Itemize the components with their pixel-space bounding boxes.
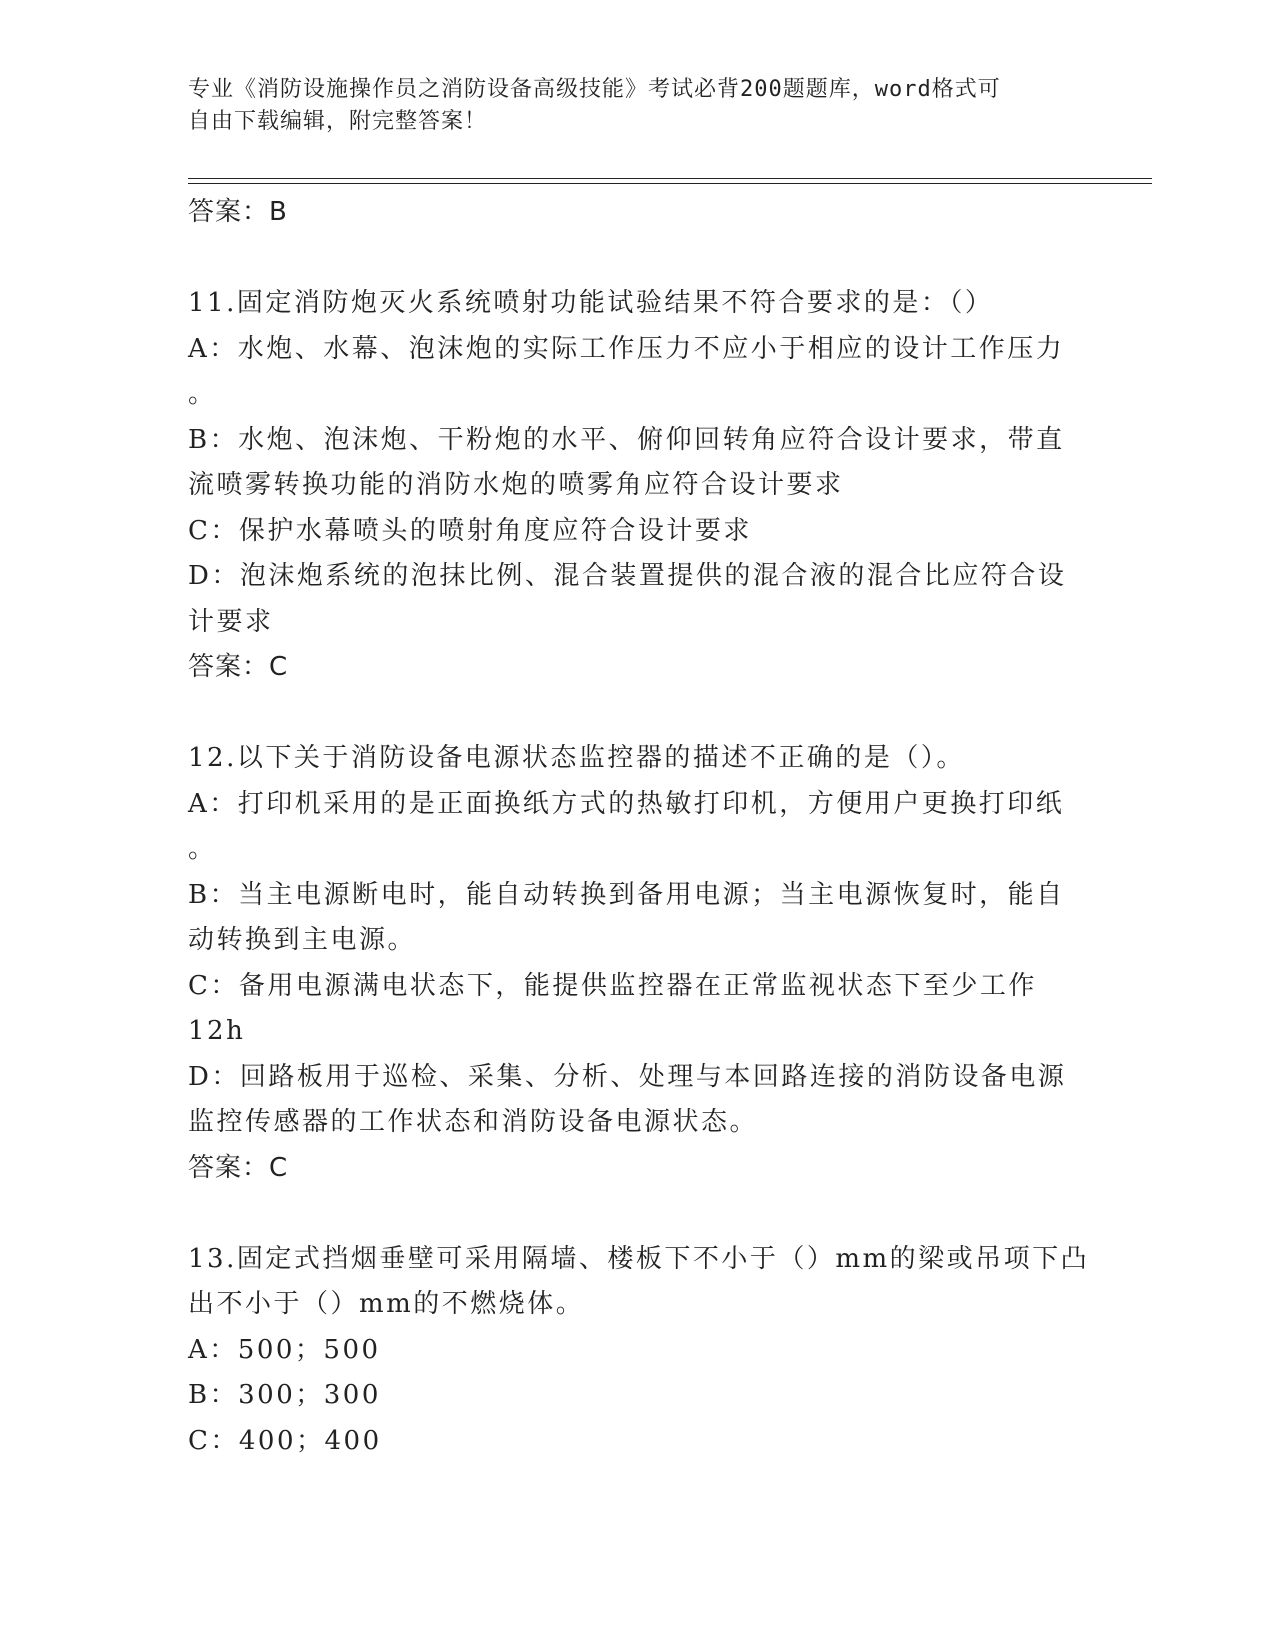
option-d-continued: 计要求 <box>188 606 274 637</box>
answer: 答案：C <box>188 1152 289 1183</box>
question-12 <box>188 736 1088 1191</box>
option-a: A：500；500 <box>188 1334 381 1365</box>
header-line-1: 专业《消防设施操作员之消防设备高级技能》考试必背200题题库，word格式可 <box>188 77 1001 102</box>
option-a: A：水炮、水幕、泡沫炮的实际工作压力不应小于相应的设计工作压力 <box>188 333 1065 364</box>
option-a-continued: 。 <box>188 834 217 864</box>
question-text: 13.固定式挡烟垂壁可采用隔墙、楼板下不小于（）mm的梁或吊项下凸 <box>188 1243 1090 1274</box>
question-text-continued: 出不小于（）mm的不燃烧体。 <box>188 1289 585 1319</box>
option-c-continued: 12h <box>188 1016 246 1046</box>
option-d: D：回路板用于巡检、采集、分析、处理与本回路连接的消防设备电源 <box>188 1061 1067 1092</box>
option-d-continued: 监控传感器的工作状态和消防设备电源状态。 <box>188 1107 759 1137</box>
header-rule-top <box>188 178 1152 179</box>
spacer <box>188 1191 1088 1237</box>
question-text: 11.固定消防炮灭火系统喷射功能试验结果不符合要求的是：（） <box>188 288 994 318</box>
option-c: C：备用电源满电状态下，能提供监控器在正常监视状态下至少工作 <box>188 970 1037 1001</box>
option-b: B：300；300 <box>188 1380 381 1410</box>
answer: 答案：C <box>188 652 289 682</box>
question-13 <box>188 1237 1088 1465</box>
header-line-2: 自由下载编辑，附完整答案！ <box>188 109 488 134</box>
document-body <box>188 190 1088 1464</box>
option-b-continued: 流喷雾转换功能的消防水炮的喷雾角应符合设计要求 <box>188 470 844 500</box>
question-11 <box>188 281 1088 691</box>
spacer <box>188 691 1088 737</box>
option-c: C：400；400 <box>188 1425 382 1456</box>
question-text: 12.以下关于消防设备电源状态监控器的描述不正确的是（）。 <box>188 743 965 773</box>
option-a: A：打印机采用的是正面换纸方式的热敏打印机，方便用户更换打印纸 <box>188 788 1065 819</box>
option-d: D：泡沫炮系统的泡抹比例、混合装置提供的混合液的混合比应符合设 <box>188 561 1067 591</box>
previous-answer: 答案：B <box>188 197 288 227</box>
option-b: B：当主电源断电时，能自动转换到备用电源；当主电源恢复时，能自 <box>188 879 1065 910</box>
header-rule-bottom <box>188 183 1152 184</box>
spacer <box>188 236 1088 282</box>
option-b: B：水炮、泡沫炮、干粉炮的水平、俯仰回转角应符合设计要求，带直 <box>188 424 1065 455</box>
option-b-continued: 动转换到主电源。 <box>188 925 417 955</box>
option-a-continued: 。 <box>188 379 217 409</box>
document-header <box>188 74 1088 138</box>
option-c: C：保护水幕喷头的喷射角度应符合设计要求 <box>188 515 752 546</box>
